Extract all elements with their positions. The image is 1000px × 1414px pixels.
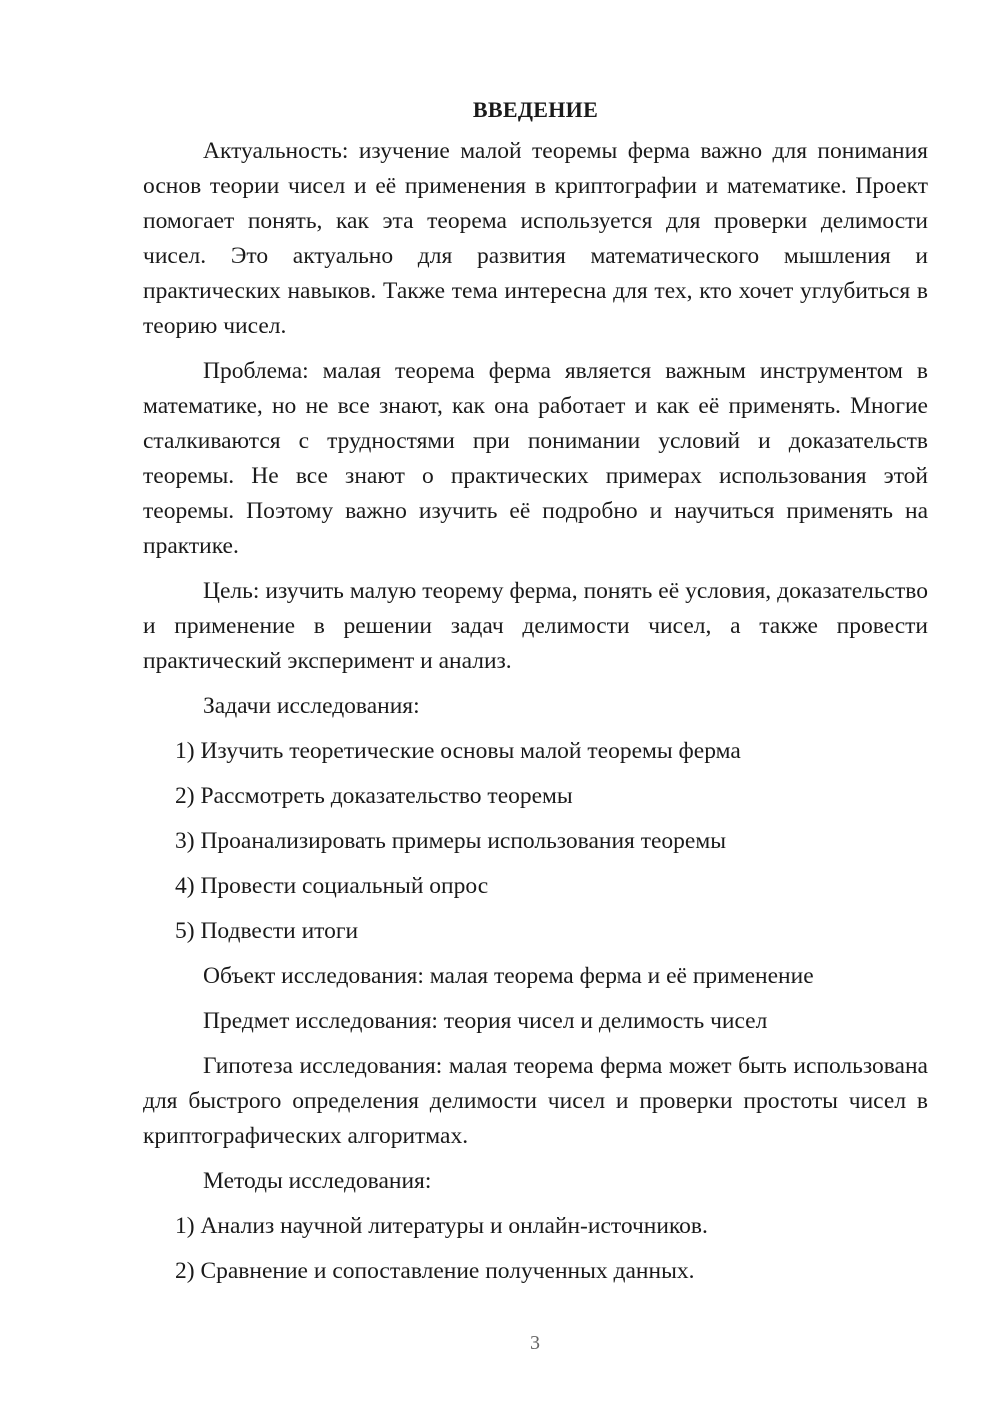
object-paragraph: Объект исследования: малая теорема ферма и её применение: [203, 963, 814, 989]
methods-heading: Методы исследования:: [203, 1168, 432, 1194]
methods-list: [143, 1209, 928, 1289]
problem-paragraph: Проблема: малая теорема ферма является важным инструментом в математике, но не все знают, как она работает и как её применять. Многие сталкиваются с трудностями при понимании условий и доказательств теоремы. Не все знают о практических примерах использования этой теоремы. Поэтому важно изучить её подробно и научиться применять на практике.: [143, 358, 928, 559]
section-title: ВВЕДЕНИЕ: [472, 97, 599, 122]
list-item: 1) Изучить теоретические основы малой теоремы ферма: [175, 738, 741, 764]
relevance-paragraph: Актуальность: изучение малой теоремы ферма важно для понимания основ теории чисел и её применения в криптографии и математике. Проект помогает понять, как эта теорема используется для проверки делимости чисел. Это актуально для развития математического мышления и практических навыков. Также тема интересна для тех, кто хочет углубиться в теорию чисел.: [143, 138, 928, 339]
list-item: 1) Анализ научной литературы и онлайн-источников.: [175, 1213, 708, 1239]
subject-paragraph: Предмет исследования: теория чисел и делимость чисел: [203, 1008, 768, 1034]
page-content: [143, 92, 928, 1299]
hypothesis-paragraph: Гипотеза исследования: малая теорема ферма может быть использована для быстрого определения делимости чисел и проверки простоты чисел в криптографических алгоритмах.: [143, 1053, 928, 1149]
tasks-list: [143, 734, 928, 949]
list-item: 2) Рассмотреть доказательство теоремы: [175, 783, 573, 809]
goal-paragraph: Цель: изучить малую теорему ферма, понять её условия, доказательство и применение в решении задач делимости чисел, а также провести практический эксперимент и анализ.: [143, 578, 928, 674]
list-item: 2) Сравнение и сопоставление полученных данных.: [175, 1258, 695, 1284]
list-item: 4) Провести социальный опрос: [175, 873, 489, 899]
list-item: 3) Проанализировать примеры использования теоремы: [175, 828, 727, 854]
tasks-heading: Задачи исследования:: [203, 693, 420, 719]
page-number: 3: [530, 1332, 540, 1354]
list-item: 5) Подвести итоги: [175, 918, 359, 944]
